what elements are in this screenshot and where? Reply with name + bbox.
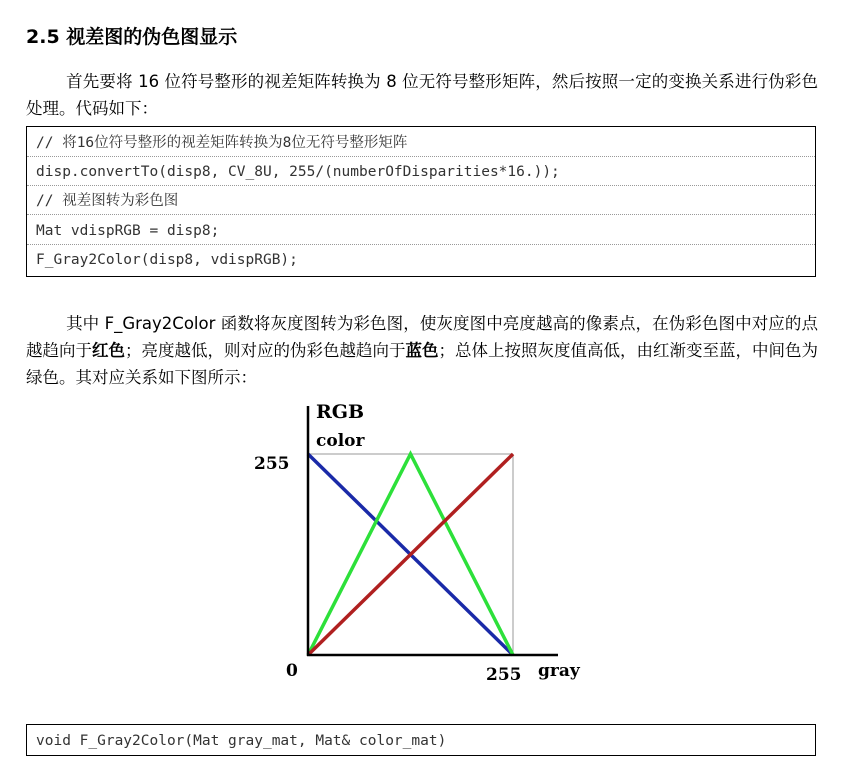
code-line-2: disp.convertTo(disp8, CV_8U, 255/(numberOfDisparities*16.)); [36, 164, 560, 180]
code-block-1 [26, 126, 816, 277]
gray-to-color-chart [240, 398, 600, 693]
red-keyword: 红色 [92, 341, 125, 360]
code-line-3: // 视差图转为彩色图 [36, 193, 179, 209]
code-separator [27, 156, 815, 157]
intro-paragraph [26, 68, 818, 122]
origin-label: 0 [286, 661, 298, 681]
explanation-part-1: 其中 F_Gray2Color 函数将灰度图转为彩色图，使灰度图中亮度越高的像素点，在伪彩色图中对应的点越趋向于 [26, 314, 818, 360]
chart-svg [240, 398, 600, 693]
explanation-part-3: ；总体上按照灰度值高低，由红渐变至蓝，中间色为绿色。其对应关系如下图所示： [26, 341, 818, 387]
code-separator [27, 185, 815, 186]
code-line-1: // 将16位符号整形的视差矩阵转换为8位无符号整形矩阵 [36, 135, 408, 151]
code-separator [27, 214, 815, 215]
function-signature-line: void F_Gray2Color(Mat gray_mat, Mat& color_mat) [36, 733, 447, 749]
explanation-part-2: ；亮度越低，则对应的伪彩色越趋向于 [125, 341, 406, 360]
section-heading: 2.5 视差图的伪色图显示 [26, 26, 238, 48]
blue-keyword: 蓝色 [405, 341, 439, 360]
code-line-5: F_Gray2Color(disp8, vdispRGB); [36, 252, 298, 268]
y-axis-label-line-2: color [316, 431, 365, 451]
intro-text: 首先要将 16 位符号整形的视差矩阵转换为 8 位无符号整形矩阵，然后按照一定的变换关系进行伪彩色处理。代码如下： [26, 72, 818, 118]
chart-series-group [308, 454, 513, 655]
code-line-4: Mat vdispRGB = disp8; [36, 223, 220, 239]
code-block-2 [26, 724, 816, 756]
y-axis-label-line-1: RGB [316, 401, 365, 423]
explanation-paragraph [26, 310, 818, 391]
x-tick-label-255: 255 [486, 665, 522, 685]
x-axis-label: gray [538, 661, 580, 681]
code-separator [27, 244, 815, 245]
y-tick-label-255: 255 [254, 454, 290, 474]
